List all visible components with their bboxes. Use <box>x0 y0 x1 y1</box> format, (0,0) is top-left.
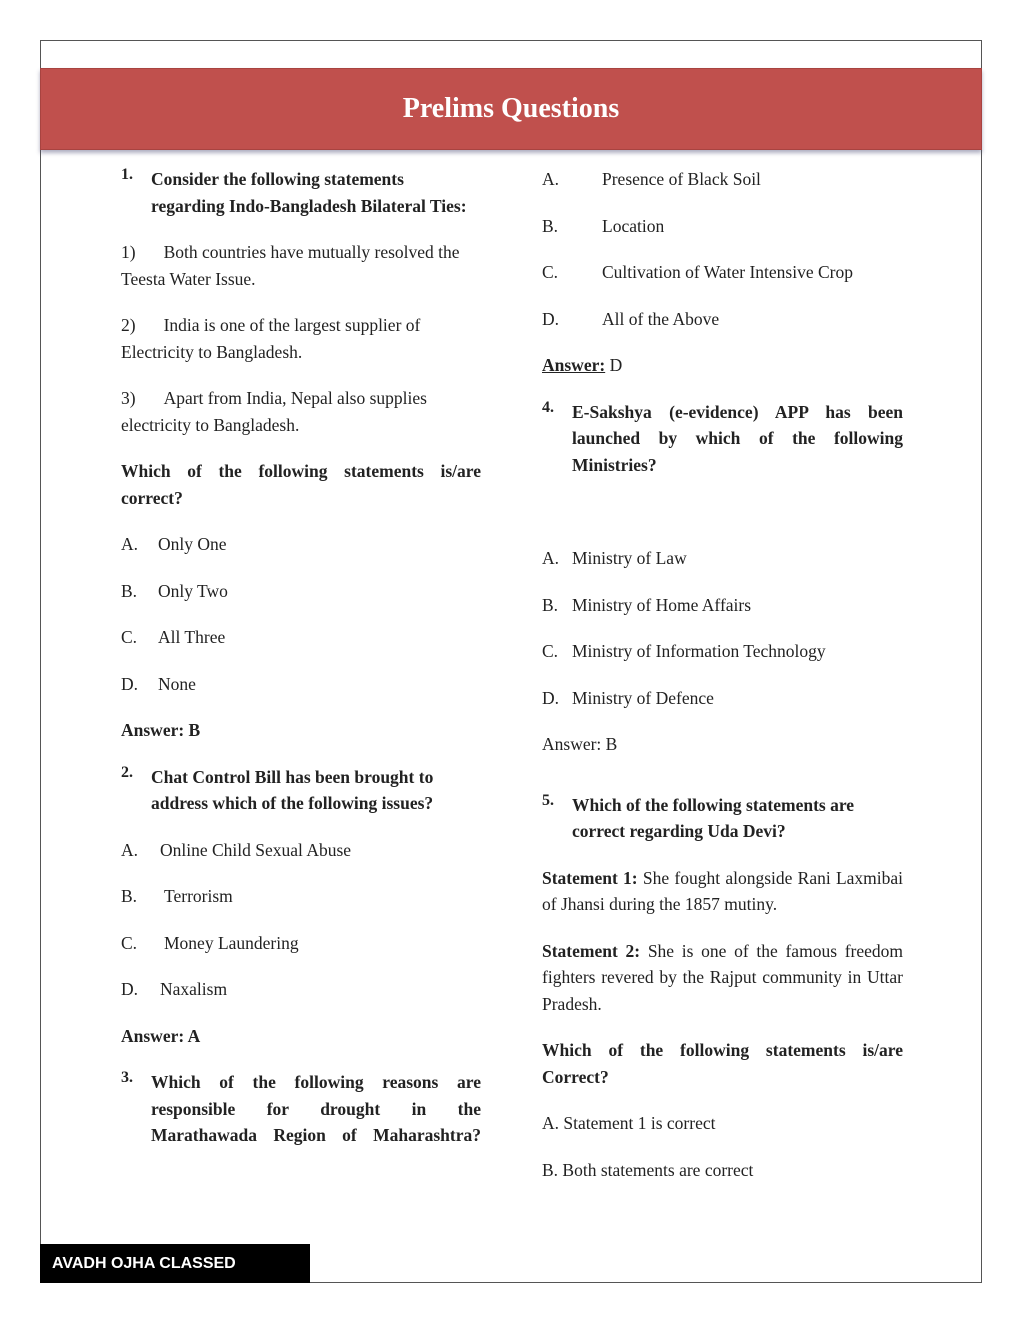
question-number: 2. <box>121 763 133 781</box>
question-text: Which of the following statements are correct regarding Uda Devi? <box>572 794 855 841</box>
statement-item: 3) Apart from India, Nepal also supplies electricity to Bangladesh. <box>121 388 427 435</box>
option-item: B. Both statements are correct <box>542 1159 754 1180</box>
option-item: A. Only One <box>121 534 227 554</box>
option-item: B. Only Two <box>121 580 228 601</box>
question-text: E-Sakshya (e-evidence) APP has been launched by which of the following Ministries? <box>572 401 903 475</box>
question-1 <box>121 166 481 219</box>
option-item: C. Cultivation of Water Intensive Crop <box>542 262 853 282</box>
right-column <box>542 166 903 1183</box>
question-3 <box>121 1069 481 1149</box>
option-item: B. Terrorism <box>121 886 233 906</box>
question-number: 5. <box>542 791 554 809</box>
statement-item: Statement 1: She fought alongside Rani Laxmibai of Jhansi during the 1857 mutiny. <box>542 867 904 914</box>
question-text: Which of the following reasons are responsible for drought in the Marathawada Region of Maharashtra? <box>151 1072 481 1145</box>
option-item: A. Presence of Black Soil <box>542 169 761 189</box>
option-item: D. Naxalism <box>121 979 228 999</box>
option-item: C. All Three <box>121 627 226 647</box>
left-column <box>121 166 481 1149</box>
question-5 <box>542 792 903 845</box>
title-banner <box>40 68 982 150</box>
statement-item: 1) Both countries have mutually resolved the Teesta Water Issue. <box>121 242 460 289</box>
statement-item: Statement 2: She is one of the famous freedom fighters revered by the Rajput community in Uttar Pradesh. <box>542 940 904 1014</box>
option-item: A. Statement 1 is correct <box>542 1113 716 1133</box>
option-item: B. Location <box>542 215 665 236</box>
option-item: C. Money Laundering <box>121 932 299 953</box>
option-item: D. All of the Above <box>542 308 720 329</box>
question-text: Consider the following statements regarding Indo-Bangladesh Bilateral Ties: <box>151 169 467 216</box>
page-title: Prelims Questions <box>402 93 620 124</box>
option-item: A. Online Child Sexual Abuse <box>121 839 352 860</box>
answer-text: Answer: B <box>542 734 618 754</box>
option-item: B. Ministry of Home Affairs <box>542 594 752 615</box>
statement-item: 2) India is one of the largest supplier of Electricity to Bangladesh. <box>121 315 421 362</box>
question-4 <box>542 399 903 479</box>
footer-label: AVADH OJHA CLASSED <box>40 1244 310 1283</box>
option-item: D. Ministry of Defence <box>542 687 714 708</box>
option-item: D. None <box>121 673 196 694</box>
answer-text: Answer: A <box>121 1025 201 1046</box>
option-item: A. Ministry of Law <box>542 548 687 568</box>
answer-text: Answer: D <box>542 355 623 375</box>
question-text: Chat Control Bill has been brought to address which of the following issues? <box>151 766 434 813</box>
question-2 <box>121 764 481 817</box>
question-prompt: Which of the following statements is/are correct? <box>121 461 481 508</box>
question-number: 1. <box>121 166 133 183</box>
question-prompt: Which of the following statements is/are Correct? <box>542 1040 903 1087</box>
option-item: C. Ministry of Information Technology <box>542 641 826 661</box>
question-number: 3. <box>121 1069 133 1086</box>
question-number: 4. <box>542 398 554 416</box>
answer-text: Answer: B <box>121 720 201 740</box>
